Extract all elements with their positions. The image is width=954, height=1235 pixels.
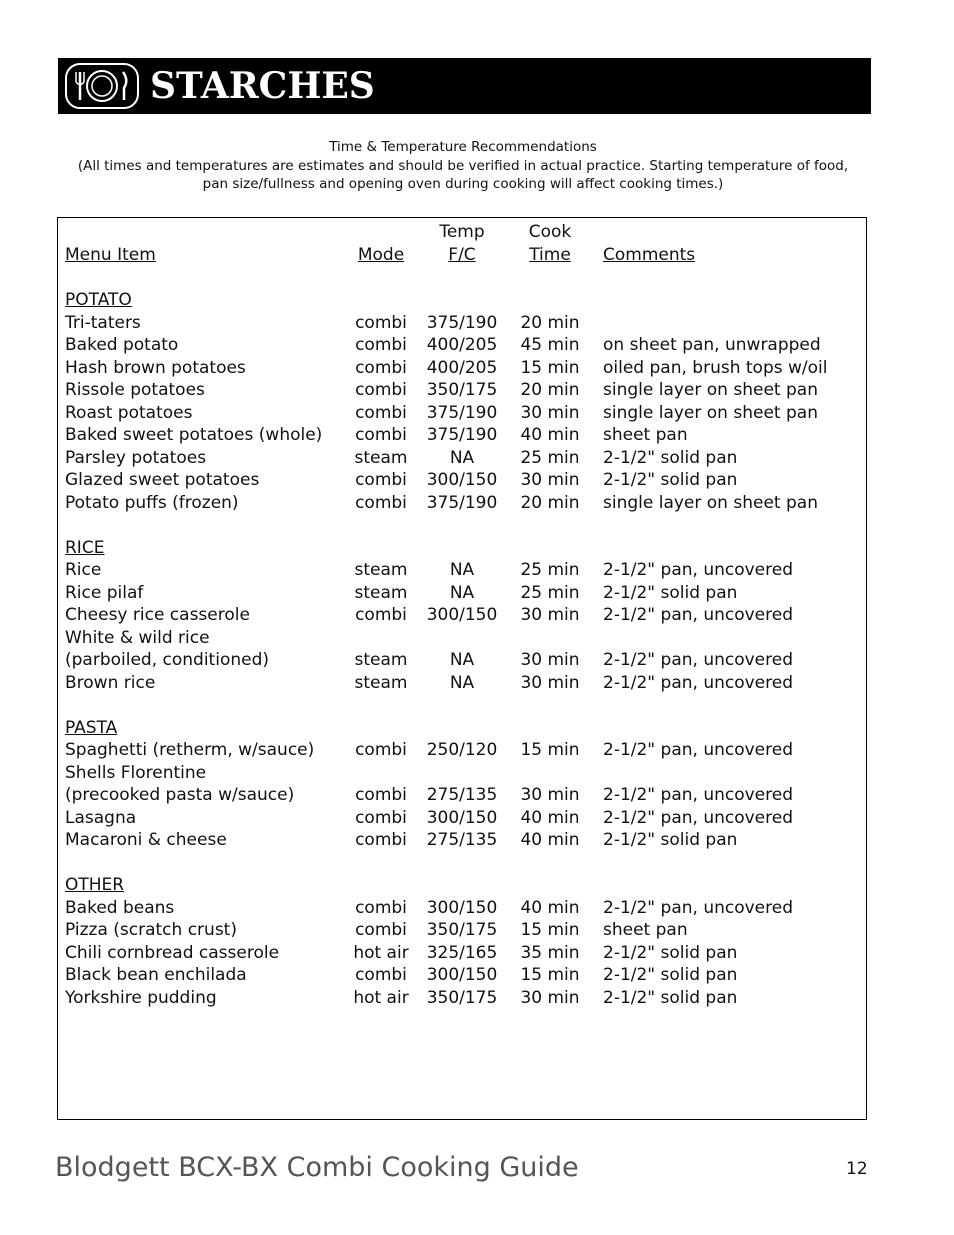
comments-cell: on sheet pan, unwrapped [603,335,821,355]
table-row [58,379,866,401]
mode-cell: combi [355,335,407,355]
mode-cell: hot air [353,942,409,963]
table-row [58,897,866,919]
temp-cell: 250/120 [426,740,498,760]
comments-cell: 2-1/2" pan, uncovered [603,672,794,693]
comments-cell: 2-1/2" pan, uncovered [603,560,794,580]
temp-cell: NA [449,650,475,670]
table-row [58,942,866,964]
temp-cell: NA [449,447,475,468]
table-row [58,402,866,424]
mode-cell: steam [354,447,408,468]
comments-cell: single layer on sheet pan [603,402,818,423]
section-heading [58,717,866,739]
menu-item-cell: Chili cornbread casserole [65,942,280,963]
comments-cell: 2-1/2" solid pan [603,447,738,468]
section-heading [58,289,866,311]
header-comments: Comments [603,245,696,265]
section-title: PASTA [65,717,118,738]
table-row [58,649,866,671]
mode-cell: combi [355,402,407,423]
mode-cell: combi [355,357,407,378]
comments-cell: 2-1/2" solid pan [603,942,738,963]
table-row [58,919,866,941]
section-heading [58,874,866,896]
menu-item-cell: Shells Florentine [65,762,207,783]
temp-cell: NA [449,672,475,693]
table-row [58,492,866,514]
footer-title: Blodgett BCX-BX Combi Cooking Guide [55,1152,579,1183]
page-number: 12 [846,1159,868,1179]
temp-cell: 275/135 [426,830,498,850]
time-cell: 15 min [520,920,580,940]
mode-cell: steam [354,650,408,670]
comments-cell: single layer on sheet pan [603,380,818,400]
temp-cell: 350/175 [426,380,498,400]
table-row [58,357,866,379]
header-temp-top: Temp [439,222,485,242]
table-row [58,312,866,334]
table-row [58,447,866,469]
header-row-top [58,221,866,243]
temp-cell: 375/190 [426,425,498,445]
table-row [58,424,866,446]
mode-cell: combi [355,830,407,850]
temp-cell: 300/150 [426,470,498,490]
mode-cell: hot air [353,987,409,1008]
temp-cell: 300/150 [426,605,498,625]
menu-item-cell: Rice [65,560,102,580]
temp-cell: NA [449,582,475,603]
menu-item-cell: Parsley potatoes [65,447,207,468]
time-cell: 15 min [520,740,580,760]
header-temp: F/C [448,245,476,265]
comments-cell: 2-1/2" pan, uncovered [603,897,794,918]
section-title: OTHER [65,875,125,895]
mode-cell: combi [355,807,407,828]
table-row [58,469,866,491]
time-cell: 25 min [520,447,580,468]
comments-cell: 2-1/2" solid pan [603,470,738,490]
menu-item-cell: Rissole potatoes [65,380,205,400]
menu-item-cell: Roast potatoes [65,402,193,423]
time-cell: 45 min [520,335,580,355]
intro-disclaimer-line-2: pan size/fullness and opening oven during cooking will affect cooking times.) [202,176,724,192]
header-menu-item: Menu Item [65,245,156,265]
comments-cell: sheet pan [603,920,688,940]
mode-cell: combi [355,380,407,400]
header-time-top: Cook [528,222,572,242]
temp-cell: 375/190 [426,402,498,423]
menu-item-cell: Black bean enchilada [65,965,247,985]
menu-item-cell: Macaroni & cheese [65,830,227,850]
comments-cell: 2-1/2" pan, uncovered [603,807,794,828]
header-time: Time [529,245,571,265]
menu-item-cell: Lasagna [65,807,137,828]
menu-item-cell: Potato puffs (frozen) [65,492,239,513]
menu-item-cell: Glazed sweet potatoes [65,470,260,490]
menu-item-cell: Hash brown potatoes [65,357,246,378]
temp-cell: 375/190 [426,312,498,333]
section-heading [58,537,866,559]
mode-cell: combi [355,785,407,805]
comments-cell: 2-1/2" pan, uncovered [603,605,794,625]
time-cell: 30 min [520,650,580,670]
time-cell: 25 min [520,560,580,580]
menu-item-cell: Pizza (scratch crust) [65,920,237,940]
temp-cell: 300/150 [426,965,498,985]
time-cell: 40 min [520,830,580,850]
menu-item-cell: (parboiled, conditioned) [65,650,270,670]
section-banner [58,58,871,114]
header-mode: Mode [357,245,405,265]
mode-cell: combi [355,492,407,513]
page-title: STARCHES [150,65,375,107]
time-cell: 30 min [520,672,580,693]
time-cell: 40 min [520,807,580,828]
comments-cell: 2-1/2" solid pan [603,582,738,603]
mode-cell: steam [354,582,408,603]
menu-item-cell: Baked potato [65,335,179,355]
menu-item-cell: White & wild rice [65,627,210,648]
mode-cell: combi [355,740,407,760]
temp-cell: 400/205 [426,335,498,355]
comments-cell: 2-1/2" pan, uncovered [603,650,794,670]
menu-item-cell: Brown rice [65,672,156,693]
intro-disclaimer-line-1: (All times and temperatures are estimates and should be verified in actual practice. Starting temperature of food, [77,157,849,174]
table-row [58,762,866,784]
temp-cell: 350/175 [426,920,498,940]
table-row [58,627,866,649]
temp-cell: 375/190 [426,492,498,513]
mode-cell: combi [355,470,407,490]
table-row [58,334,866,356]
time-cell: 30 min [520,987,580,1008]
mode-cell: combi [355,312,407,333]
time-cell: 25 min [520,582,580,603]
comments-cell: oiled pan, brush tops w/oil [603,357,828,378]
comments-cell: 2-1/2" solid pan [603,830,738,850]
intro-heading: Time & Temperature Recommendations [329,139,597,155]
mode-cell: steam [354,560,408,580]
comments-cell: 2-1/2" pan, uncovered [603,740,794,760]
section-title: POTATO [65,290,132,310]
table-row [58,739,866,761]
mode-cell: combi [355,920,407,940]
table-row [58,559,866,581]
time-cell: 20 min [520,380,580,400]
time-cell: 35 min [520,942,580,963]
comments-cell: 2-1/2" solid pan [603,965,738,985]
mode-cell: combi [355,605,407,625]
menu-item-cell: Baked beans [65,897,175,918]
menu-item-cell: (precooked pasta w/sauce) [65,785,295,805]
time-cell: 15 min [520,965,580,985]
menu-item-cell: Cheesy rice casserole [65,605,250,625]
temp-cell: 400/205 [426,357,498,378]
time-cell: 30 min [520,402,580,423]
comments-cell: 2-1/2" solid pan [603,987,738,1008]
time-cell: 30 min [520,605,580,625]
temp-cell: NA [449,560,475,580]
mode-cell: combi [355,425,407,445]
time-cell: 40 min [520,425,580,445]
comments-cell: sheet pan [603,425,688,445]
comments-cell: 2-1/2" pan, uncovered [603,785,794,805]
menu-item-cell: Spaghetti (retherm, w/sauce) [65,740,315,760]
comments-cell: single layer on sheet pan [603,492,818,513]
plate-fork-knife-icon [64,62,140,110]
table-row [58,807,866,829]
table-row [58,964,866,986]
time-cell: 20 min [520,312,580,333]
cooking-table [57,217,867,1120]
menu-item-cell: Baked sweet potatoes (whole) [65,425,323,445]
temp-cell: 300/150 [426,807,498,828]
table-row [58,672,866,694]
table-row [58,582,866,604]
header-row [58,244,866,266]
table-row [58,829,866,851]
time-cell: 30 min [520,785,580,805]
time-cell: 30 min [520,470,580,490]
table-row [58,987,866,1009]
time-cell: 20 min [520,492,580,513]
temp-cell: 300/150 [426,897,498,918]
menu-item-cell: Yorkshire pudding [65,987,217,1008]
temp-cell: 275/135 [426,785,498,805]
table-row [58,784,866,806]
mode-cell: steam [354,672,408,693]
intro-note [58,138,868,194]
temp-cell: 325/165 [426,942,498,963]
mode-cell: combi [355,965,407,985]
table-row [58,604,866,626]
time-cell: 40 min [520,897,580,918]
time-cell: 15 min [520,357,580,378]
mode-cell: combi [355,897,407,918]
menu-item-cell: Tri-taters [65,312,141,333]
temp-cell: 350/175 [426,987,498,1008]
section-title: RICE [65,537,105,558]
menu-item-cell: Rice pilaf [65,582,144,603]
